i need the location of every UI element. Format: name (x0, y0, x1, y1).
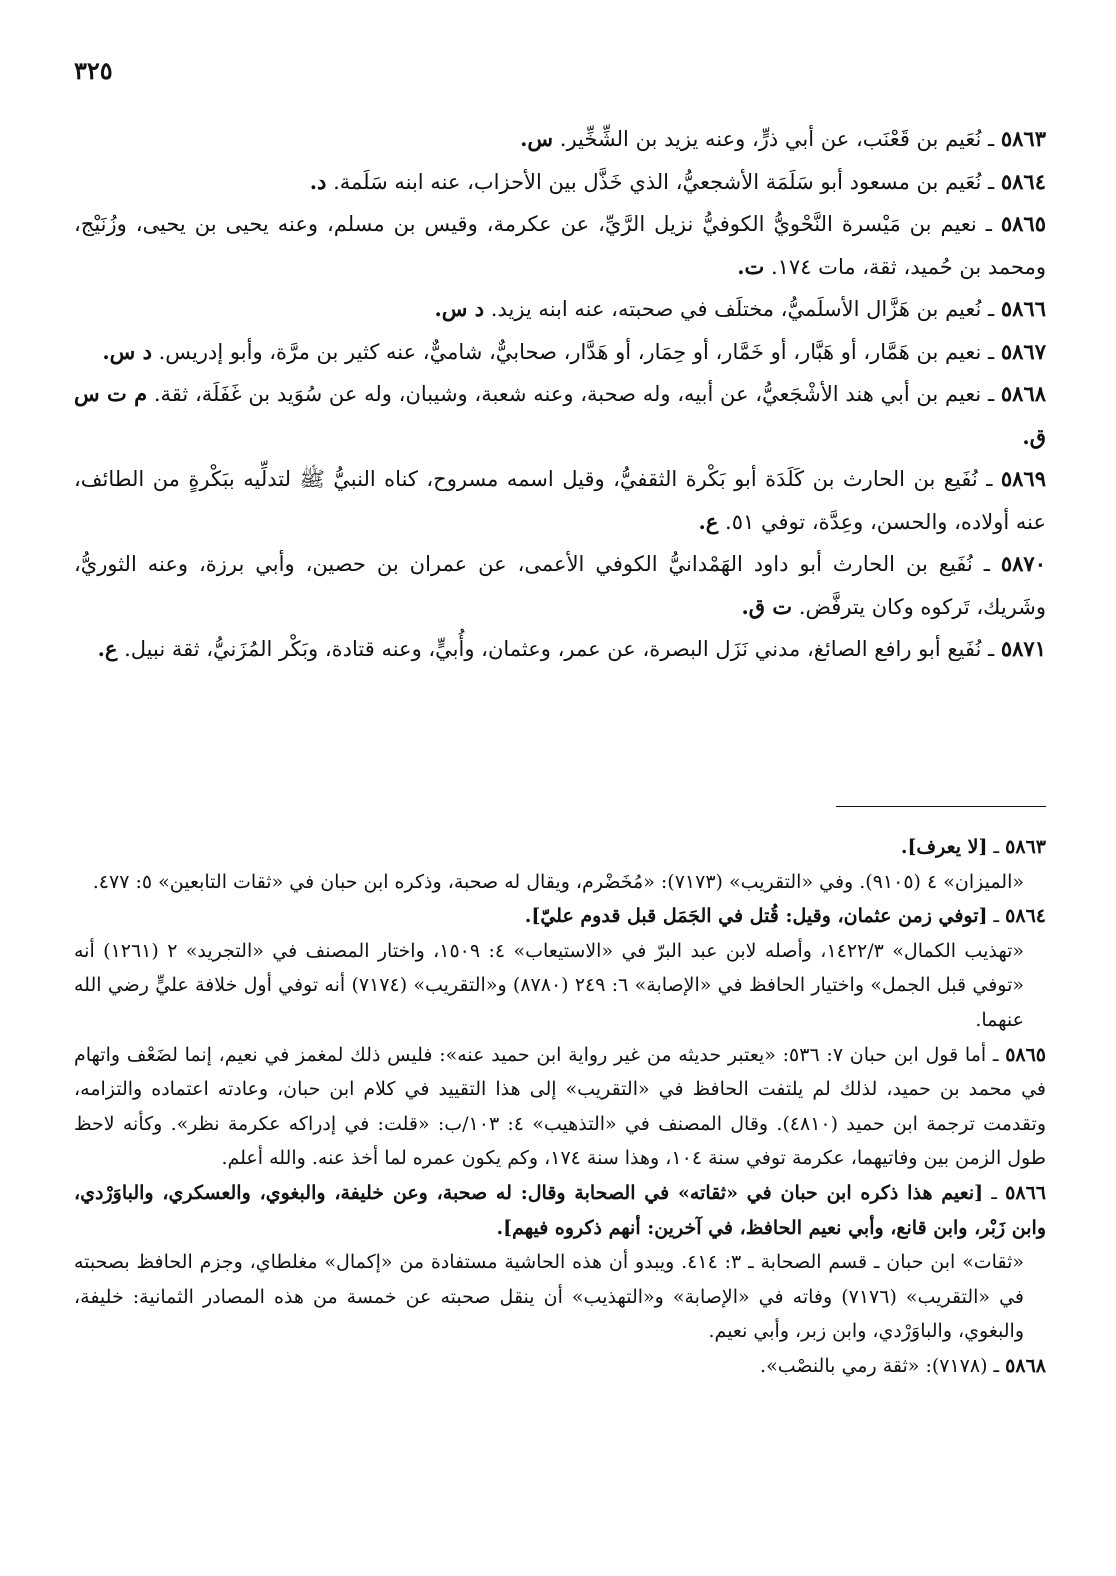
entry-text: نُعيم بن هَزَّال الأسلَميُّ، مختلَف في صحبته، عنه ابنه يزيد. (490, 297, 982, 321)
entry: ٥٨٦٤ ـ نُعَيم بن مسعود أبو سَلَمَة الأشجعيُّ، الذي خَذَّل بين الأحزاب، عنه ابنه سَلَمة. د. (309, 168, 1046, 194)
entry: ٥٨٦٦ ـ نُعيم بن هَزَّال الأسلَميُّ، مختلَف في صحبته، عنه ابنه يزيد. د س. (434, 296, 1046, 321)
entry-number: ٥٨٦٧ (1000, 338, 1046, 364)
footnote-heading: [نعيم هذا ذكره ابن حبان في «ثقاته» في الصحابة وقال: له صحبة، وعن خليفة، والبغوي، والعسكري، والباوَرْدي، وابن زَبْر، وابن قانع، وأبي نعيم الحافظ، في آخرين: أنهم ذكروه فيهم]. (74, 1181, 1046, 1239)
entry: ٥٨٦٧ ـ نعيم بن هَمَّار، أو هَبَّار، أو خَمَّار، أو حِمَار، أو هَدَّار، صحابيٌّ، شاميٌّ، عنه كثير بن مرَّة، وأبو إدريس. د س. (102, 338, 1046, 364)
footnote-number: ٥٨٦٥ (1005, 1043, 1047, 1066)
footnote-number: ٥٨٦٦ (1005, 1181, 1046, 1204)
entry: ٥٨٦٨ ـ نعيم بن أبي هند الأشْجَعيُّ، عن أبيه، وله صحبة، وعنه شعبة، وشيبان، وله عن سُوَيد بن غَفَلَة، ثقة. م ت س ق. (74, 381, 1047, 449)
footnote: ٥٨٦٣ ـ [لا يعرف]. (900, 836, 1046, 858)
entry-code: د س. (434, 296, 485, 321)
footnote-body: (٧١٧٨): «ثقة رمي بالنصْب». (760, 1354, 988, 1377)
footnote-divider (836, 806, 1046, 807)
main-text (74, 118, 1046, 671)
footnote-body: «ثقات» ابن حبان ـ قسم الصحابة ـ ٣: ٤١٤. ويبدو أن هذه الحاشية مستفادة من «إكمال» مغلطاي، وجزم الحافظ بصحبته في «التقريب» (٧١٧٦) وفاته في «الإصابة» و«التهذيب» أن ينقل صحبته عن خمسة من هذه المصادر الثمانية: خليفة، والبغوي، والباوَرْدي، وابن زبر، وأبي نعيم. (74, 1251, 1024, 1343)
entry: ٥٨٧١ ـ نُفَيع أبو رافع الصائغ، مدني نَزَل البصرة، عن عمر، وعثمان، وأُبيٍّ، وعنه قتادة، وبَكْر المُزَنيُّ، ثقة نبيل. ع. (97, 636, 1046, 661)
entry-number: ٥٨٦٨ (1000, 381, 1047, 406)
footnote: ٥٨٦٥ ـ أما قول ابن حبان ٧: ٥٣٦: «يعتبر حديثه من غير رواية ابن حميد عنه»: فليس ذلك لمغمز في نعيم، إنما لضَعْف واتهام في محمد بن حميد، لذلك لم يلتفت الحافظ في «التقريب» إلى هذا التقييد في كلام ابن حبان، وعادته اعتماده والتزامه، وتقدمت ترجمة ابن حميد (٤٨١٠). وقال المصنف في «التذهيب» ٤: ١٠٣/ب: «قلت: في إدراكه عكرمة نظر». وكأنه لاحظ طول الزمن بين وفاتيهما، عكرمة توفي سنة ١٠٤، وهذا سنة ١٧٤، وكم يكون عمره لما أخذ عنه. والله أعلم. (74, 1043, 1047, 1170)
entry-number: ٥٨٦٤ (1000, 168, 1046, 194)
entry-number: ٥٨٦٩ (1000, 466, 1046, 491)
entry: ٥٨٦٣ ـ نُعَيم بن قَعْنَب، عن أبي ذرٍّ، وعنه يزيد بن الشِّخِّير. س. (520, 126, 1046, 151)
footnote: ٥٨٦٨ ـ (٧١٧٨): «ثقة رمي بالنصْب». (760, 1354, 1046, 1377)
entry-text: نُعَيم بن مسعود أبو سَلَمَة الأشجعيُّ، الذي خَذَّل بين الأحزاب، عنه ابنه سَلَمة. (333, 169, 982, 194)
entry-code: د س. (102, 338, 152, 364)
entry-code: ت ق. (741, 593, 793, 619)
footnote-number: ٥٨٦٤ (1005, 905, 1046, 928)
entry-number: ٥٨٧٠ (1000, 551, 1046, 576)
entry-text: نُفَيع بن الحارث أبو داود الهَمْدانيُّ الكوفي الأعمى، عن عمران بن حصين، وأبي برزة، وعنه الثوريُّ، وشَريك، تَركوه وكان يترفَّض. (74, 552, 1046, 619)
footnote-heading: [لا يعرف]. (900, 836, 988, 858)
entry-code: ت. (737, 253, 765, 279)
entry-number: ٥٨٦٣ (1000, 126, 1046, 151)
footnotes (74, 830, 1046, 1384)
footnote-body: أما قول ابن حبان ٧: ٥٣٦: «يعتبر حديثه من غير رواية ابن حميد عنه»: فليس ذلك لمغمز في نعيم، إنما لضَعْف واتهام في محمد بن حميد، لذلك لم يلتفت الحافظ في «التقريب» إلى هذا التقييد في كلام ابن حبان، وعادته اعتماده والتزامه، وتقدمت ترجمة ابن حميد (٤٨١٠). وقال المصنف في «التذهيب» ٤: ١٠٣/ب: «قلت: في إدراكه عكرمة نظر». وكأنه لاحظ طول الزمن بين وفاتيهما، عكرمة توفي سنة ١٠٤، وهذا سنة ١٧٤، وكم يكون عمره لما أخذ عنه. والله أعلم. (74, 1043, 1046, 1170)
entry: ٥٨٦٥ ـ نعيم بن مَيْسرة النَّحْويُّ الكوفيُّ نزيل الرَّيِّ، عن عكرمة، وقيس بن مسلم، وعنه يحيى بن يحيى، وزُنَيْج، ومحمد بن حُميد، ثقة، مات ١٧٤. ت. (74, 211, 1046, 279)
entry-text: نُفَيع أبو رافع الصائغ، مدني نَزَل البصرة، عن عمر، وعثمان، وأُبيٍّ، وعنه قتادة، وبَكْر المُزَنيُّ، ثقة نبيل. (124, 637, 982, 661)
footnote: ٥٨٦٦ ـ [نعيم هذا ذكره ابن حبان في «ثقاته» في الصحابة وقال: له صحبة، وعن خليفة، والبغوي، والعسكري، والباوَرْدي، وابن زَبْر، وابن قانع، وأبي نعيم الحافظ، في آخرين: أنهم ذكروه فيهم]. (74, 1181, 1046, 1239)
page-number: ٣٢٥ (74, 56, 113, 85)
entry-number: ٥٨٧١ (1000, 636, 1046, 661)
entry-text: نُفَيع بن الحارث بن كَلَدَة أبو بَكْرة الثقفيُّ، وقيل اسمه مسروح، كناه النبيُّ ﷺ لتدلِّيه ببَكْرةٍ من الطائف، عنه أولاده، والحسن، وعِدَّة، توفي ٥١. (74, 467, 1046, 534)
footnote-heading: [توفي زمن عثمان، وقيل: قُتل في الجَمَل قبل قدوم عليّ]. (524, 905, 988, 928)
footnote-body: «الميزان» ٤ (٩١٠٥). وفي «التقريب» (٧١٧٣): «مُخَضْرم، ويقال له صحبة، وذكره ابن حبان في «ثقات التابعين» ٥: ٤٧٧. (92, 870, 1024, 893)
entry-code: د. (309, 168, 327, 194)
entry-text: نُعَيم بن قَعْنَب، عن أبي ذرٍّ، وعنه يزيد بن الشِّخِّير. (559, 127, 982, 151)
footnote-body: «تهذيب الكمال» ١٤٢٢/٣، وأصله لابن عبد البرّ في «الاستيعاب» ٤: ١٥٠٩، واختار المصنف في «التجريد» ٢ (١٢٦١) أنه «توفي قبل الجمل» واختيار الحافظ في «الإصابة» ٦: ٢٤٩ (٨٧٨٠) و«التقريب» (٧١٧٤) أنه توفي أول خلافة عليٍّ رضي الله عنهما. (74, 939, 1025, 1031)
entry-number: ٥٨٦٥ (1000, 211, 1046, 236)
entry-number: ٥٨٦٦ (1000, 296, 1046, 321)
entry-code: ع. (97, 636, 118, 661)
entry-code: ع. (698, 508, 719, 534)
entry: ٥٨٦٩ ـ نُفَيع بن الحارث بن كَلَدَة أبو بَكْرة الثقفيُّ، وقيل اسمه مسروح، كناه النبيُّ ﷺ لتدلِّيه ببَكْرةٍ من الطائف، عنه أولاده، والحسن، وعِدَّة، توفي ٥١. ع. (74, 466, 1046, 534)
footnote: ٥٨٦٤ ـ [توفي زمن عثمان، وقيل: قُتل في الجَمَل قبل قدوم عليّ]. (524, 905, 1046, 928)
footnote-number: ٥٨٦٣ (1005, 836, 1046, 858)
entry-code: م ت س ق. (74, 381, 1046, 449)
entry: ٥٨٧٠ ـ نُفَيع بن الحارث أبو داود الهَمْدانيُّ الكوفي الأعمى، عن عمران بن حصين، وأبي برزة، وعنه الثوريُّ، وشَريك، تَركوه وكان يترفَّض. ت ق. (74, 551, 1046, 619)
entry-text: نعيم بن هَمَّار، أو هَبَّار، أو خَمَّار، أو حِمَار، أو هَدَّار، صحابيٌّ، شاميٌّ، عنه كثير بن مرَّة، وأبو إدريس. (158, 339, 982, 364)
entry-text: نعيم بن أبي هند الأشْجَعيُّ، عن أبيه، وله صحبة، وعنه شعبة، وشيبان، وله عن سُوَيد بن غَفَلَة، ثقة. (153, 382, 982, 406)
footnote-number: ٥٨٦٨ (1005, 1354, 1046, 1377)
entry-text: نعيم بن مَيْسرة النَّحْويُّ الكوفيُّ نزيل الرَّيِّ، عن عكرمة، وقيس بن مسلم، وعنه يحيى بن يحيى، وزُنَيْج، ومحمد بن حُميد، ثقة، مات ١٧٤. (74, 212, 1046, 279)
entry-code: س. (520, 126, 554, 151)
